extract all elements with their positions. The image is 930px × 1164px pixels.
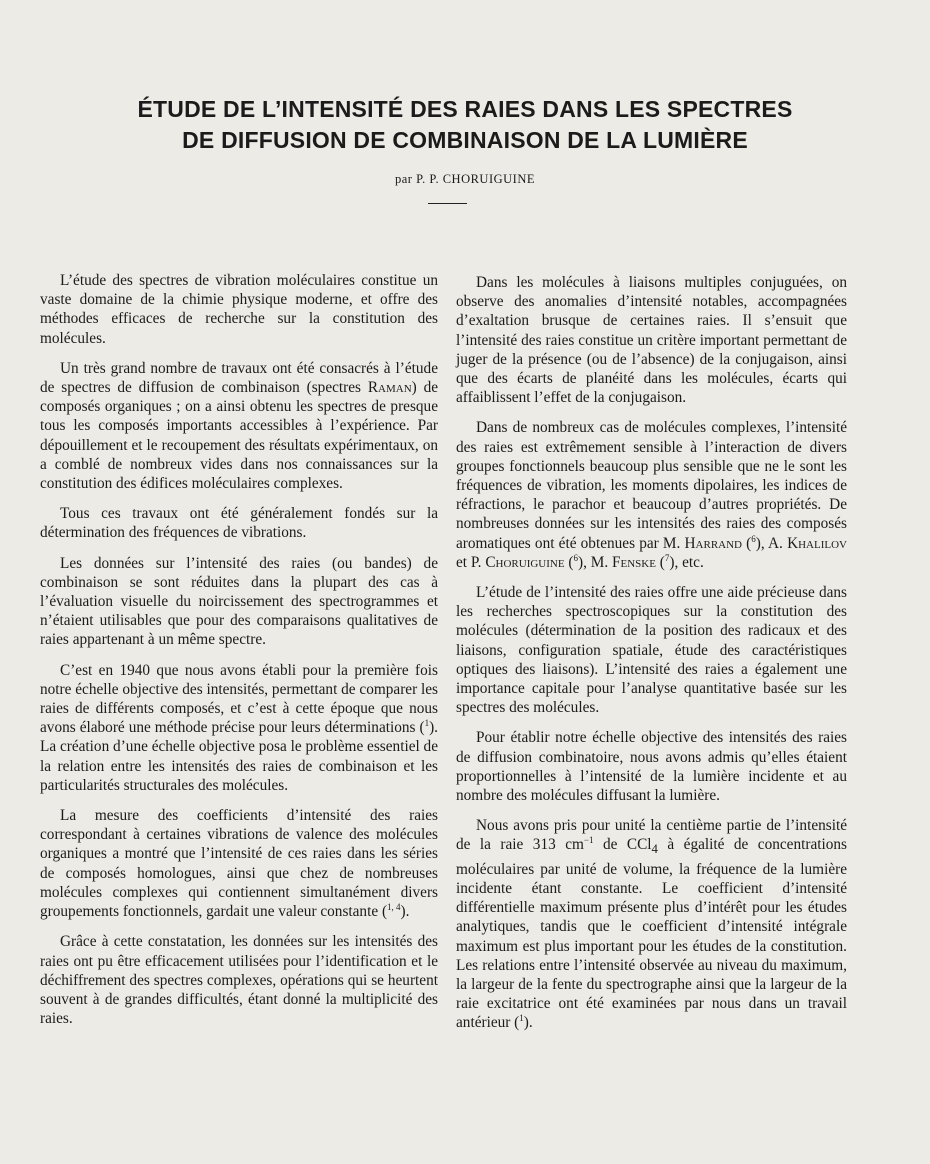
paragraph: C’est en 1940 que nous avons établi pour la première fois notre échelle objective des intensités, permettant de comparer les raies de différents composés, et c’est à cette époque que nous avons élaboré une méthode précise pour leurs déterminations ($^1$). La création d’une échelle objective posa le problème essentiel de la relation entre les intensités des raies de combinaison et les particularités structurales des molécules.: [40, 661, 438, 794]
paragraph: Pour établir notre échelle objective des intensités des raies de diffusion combinatoire, nous avons admis qu’elles étaient proportionnelles à l’intensité de la lumière incidente et au nombre des molécules diffusant la lumière.: [456, 729, 847, 805]
footnote-ref: 7: [664, 552, 670, 563]
footnote-ref: 1: [424, 718, 430, 729]
paragraph: Les données sur l’intensité des raies (ou bandes) de combinaison se sont réduites dans la plupart des cas à l’évaluation visuelle du noircissement des spectrogrammes et n’étaient utilisables que pour des comparaisons qualitatives de raies appartenant à un même spectre.: [40, 554, 438, 649]
paragraph: La mesure des coefficients d’intensité des raies correspondant à certaines vibrations de valence des molécules organiques a montré que l’intensité de ces raies dans les séries de composés homologues, ainsi que chez de nombreuses molécules complexes qui contiennent simultanément divers groupements fonctionnels, gardait une valeur constante ($^{1, 4}$).: [40, 807, 438, 921]
paragraph: L’étude des spectres de vibration moléculaires constitue un vaste domaine de la chimie physique moderne, et offre des méthodes efficaces de recherche sur la constitution des molécules.: [40, 272, 438, 347]
article-title: [60, 94, 870, 156]
title-divider: [428, 203, 467, 204]
paragraph: Tous ces travaux ont été généralement fondés sur la détermination des fréquences de vibrations.: [40, 505, 438, 542]
paragraph: L’étude de l’intensité des raies offre une aide précieuse dans les recherches spectroscopiques sur la constitution des molécules (détermination de la position des radicaux et des liaisons, configuration spatiale, étude des caractéristiques optiques des liaisons). L’intensité des raies a également une importance capitale pour l’analyse quantitative basée sur les spectres des molécules.: [456, 584, 847, 717]
title-line-1: ÉTUDE DE L’INTENSITÉ DES RAIES DANS LES SPECTRES: [137, 96, 793, 122]
right-column: [456, 273, 847, 1033]
left-column: [40, 271, 438, 1028]
author-byline: par P. P. CHORUIGUINE: [394, 172, 536, 186]
footnote-ref: 1: [519, 1013, 524, 1024]
paragraph: Nous avons pris pour unité la centième partie de l’intensité de la raie 313 $cm^{-1}$ de CCl$_4$ à égalité de concentrations moléculaires par unité de volume, la fréquence de la lumière incidente étant constante. Le coefficient d’intensité différentielle maximum présente plus d’intérêt pour les études analytiques, tandis que le coefficient d’intensité intégrale maximum est plus important pour les études de la constitution. Les relations entre l’intensité observée au niveau du maximum, la largeur de la fente du spectrographe ainsi que la largeur de la raie excitatrice ont été examinées par nous dans un travail antérieur ($^1$).: [456, 817, 847, 1032]
footnote-ref: 1, 4: [387, 902, 401, 912]
footnote-ref: 6: [573, 552, 578, 563]
paragraph: Dans les molécules à liaisons multiples conjuguées, on observe des anomalies d’intensité notables, accompagnées d’exaltation brusque de certaines raies. Il s’ensuit que l’intensité des raies constitue un critère important permettant de juger de la présence (ou de l’absence) de la conjugaison, ainsi que des écarts de planéité dans les molécules, écarts qui affaiblissent l’effet de la conjugaison.: [456, 274, 847, 407]
paragraph: Dans de nombreux cas de molécules complexes, l’intensité des raies est extrêmement sensible à l’interaction de divers groupes fonctionnels beaucoup plus sensible que ne le sont les fréquences de vibration, les moments dipolaires, les indices de réfractions, le parachor et beaucoup d’autres propriétés. De nombreuses données sur les intensités des raies des composés aromatiques ont été obtenues par M. Harrand ($^6$), A. Khalilov et P. Choruiguine ($^6$), M. Fenske ($^7$), etc.: [456, 419, 847, 571]
paragraph: Un très grand nombre de travaux ont été consacrés à l’étude de spectres de diffusion de combinaison (spectres Raman) de composés organiques ; on a ainsi obtenu les spectres de presque tous les composés importants accessibles à l’expérience. Par dépouillement et le recoupement des résultats expérimentaux, on a comblé de nombreux vides dans nos connaissances sur la constitution des édifices moléculaires complexes.: [40, 359, 439, 493]
paragraph: Grâce à cette constatation, les données sur les intensités des raies ont pu être efficacement utilisées pour l’identification et le déchiffrement des spectres complexes, opérations qui se heurtent souvent à de grandes difficultés, étant donné la multiplicité des raies.: [40, 933, 438, 1028]
footnote-ref: 6: [751, 533, 756, 544]
title-line-2: DE DIFFUSION DE COMBINAISON DE LA LUMIÈRE: [182, 127, 748, 153]
